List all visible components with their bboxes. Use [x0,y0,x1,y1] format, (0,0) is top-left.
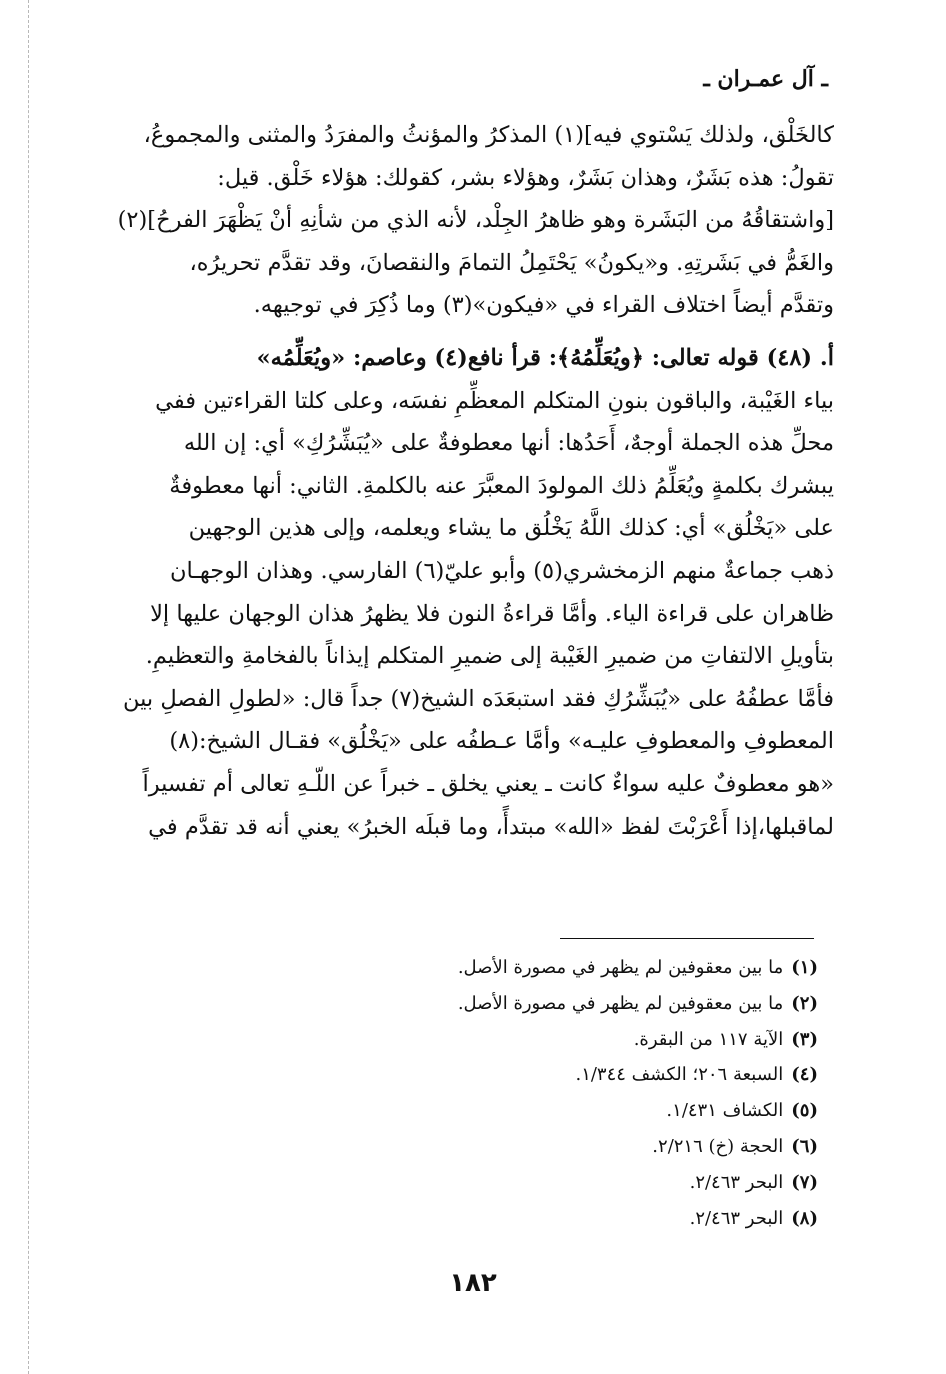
text-line: [واشتقاقُهُ من البَشَرة وهو ظاهرُ الجِلْد، لأنه الذي من شأنِهِ أنْ يَظْهَرَ الفرحُ](٢) [117,207,834,234]
footnote-text: ما بين معقوفين لم يظهر في مصورة الأصل. [457,992,784,1014]
footnote-item [300,1057,818,1093]
footnotes-list [300,950,818,1236]
text-line: «هو معطوفٌ عليه سواءٌ كانت ـ يعني يخلق ـ خبراً عن اللّـهِ تعالى أم تفسيراً [142,770,834,797]
footnote-text: ما بين معقوفين لم يظهر في مصورة الأصل. [457,957,784,978]
text-line: والغَمُّ في بَشَرتِهِ. و«يكونُ» يَحْتَمِلُ التمامَ والنقصانَ، وقد تقدَّم تحريرُه، [189,249,834,276]
main-text [95,114,834,848]
text-line: ذهب جماعةٌ منهم الزمخشري(٥) وأبو عليّ(٦) الفارسي. وهذان الوجهـان [169,557,834,584]
footnote-item [300,1201,818,1237]
footnote-number: (٢) [791,992,818,1014]
footnote-item [300,1022,818,1058]
footnote-item [300,1093,818,1129]
text-line: بياء الغَيْبة، والباقون بنونِ المتكلم المعظِّمِ نفسَه، وعلى كلتا القراءتين ففي [155,387,834,414]
footnote-number: (٧) [791,1171,818,1193]
verse-commentary-heading-line: أ. (٤٨) قوله تعالى: ﴿ويُعَلِّمُهُ﴾: قرأ نافع(٤) وعاصم: «ويُعَلِّمُه» [256,344,834,371]
binding-cut-marks [14,0,29,1374]
footnote-number: (٦) [791,1135,818,1157]
footnote-number: (٤) [791,1064,818,1086]
running-header: ـ آل عمـران ـ [703,66,828,92]
text-line: على «يَخْلُق» أي: كذلك اللَّهُ يَخْلُق ما يشاء ويعلمه، وإلى هذين الوجهين [188,515,834,542]
footnote-item [300,1165,818,1201]
footnote-item [300,950,818,986]
text-line: وتقدَّم أيضاً اختلاف القراء في «فيكون»(٣) وما ذُكِرَ في توجيهه. [253,292,834,319]
footnote-text: الحجة (خ) ٢/٢١٦. [652,1135,784,1157]
footnote-text: الآية ١١٧ من البقرة. [633,1028,784,1050]
page-number: ١٨٢ [449,1268,497,1298]
footnote-text: الكشاف ١/٤٣١. [666,1100,784,1122]
text-line: تقولُ: هذه بَشَرٌ، وهذان بَشَرٌ، وهؤلاء بشر، كقولك: هؤلاء خَلْق. قيل: [217,164,834,191]
footnote-text: البحر ٢/٤٦٣. [689,1207,784,1229]
text-line: يبشرك بكلمةٍ ويُعَلِّمُ ذلك المولودَ المعبَّرَ عنه بالكلمةِ. الثاني: أنها معطوفةٌ [169,472,834,499]
footnote-item [300,1129,818,1165]
footnote-number: (٥) [791,1100,818,1122]
footnote-item [300,986,818,1022]
footnote-divider [560,938,814,939]
footnote-number: (٣) [791,1028,818,1050]
footnote-text: البحر ٢/٤٦٣. [689,1171,784,1193]
footnote-number: (٨) [791,1207,818,1229]
text-line: لماقبلها،إذا أَعْرَبْتَ لفظ «الله» مبتدأً، وما قبلَه الخبرُ» يعني أنه قد تقدَّم في [148,813,834,840]
text-line: ظاهران على قراءة الياء. وأمَّا قراءةُ النون فلا يظهرُ هذان الوجهان عليها إلا [150,600,834,627]
text-line: فأمَّا عطفُهُ على «يُبَشِّرُكِ فقد استبعَدَه الشيخ(٧) جداً قال: «لطولِ الفصلِ بين [122,685,834,712]
footnote-text: السبعة ٢٠٦؛ الكشف ١/٣٤٤. [575,1064,784,1086]
text-line: محلِّ هذه الجملة أوجهٌ، أَحَدُها: أنها معطوفةٌ على «يُبَشِّرُكِ» أي: إن الله [183,430,834,457]
text-line: المعطوفِ والمعطوفِ عليـه» وأمَّا عـطفُه على «يَخْلُق» فقـال الشيخ:(٨) [169,728,834,755]
text-line: بتأويلِ الالتفاتِ من ضميرِ الغَيْبة إلى ضميرِ المتكلم إيذاناً بالفخامةِ والتعظيمِ. [145,643,834,670]
text-line: كالخَلْق، ولذلك يَسْتوي فيه](١) المذكرُ والمؤنثُ والمفرَدُ والمثنى والمجموعُ، [143,122,834,148]
footnote-number: (١) [791,957,818,978]
